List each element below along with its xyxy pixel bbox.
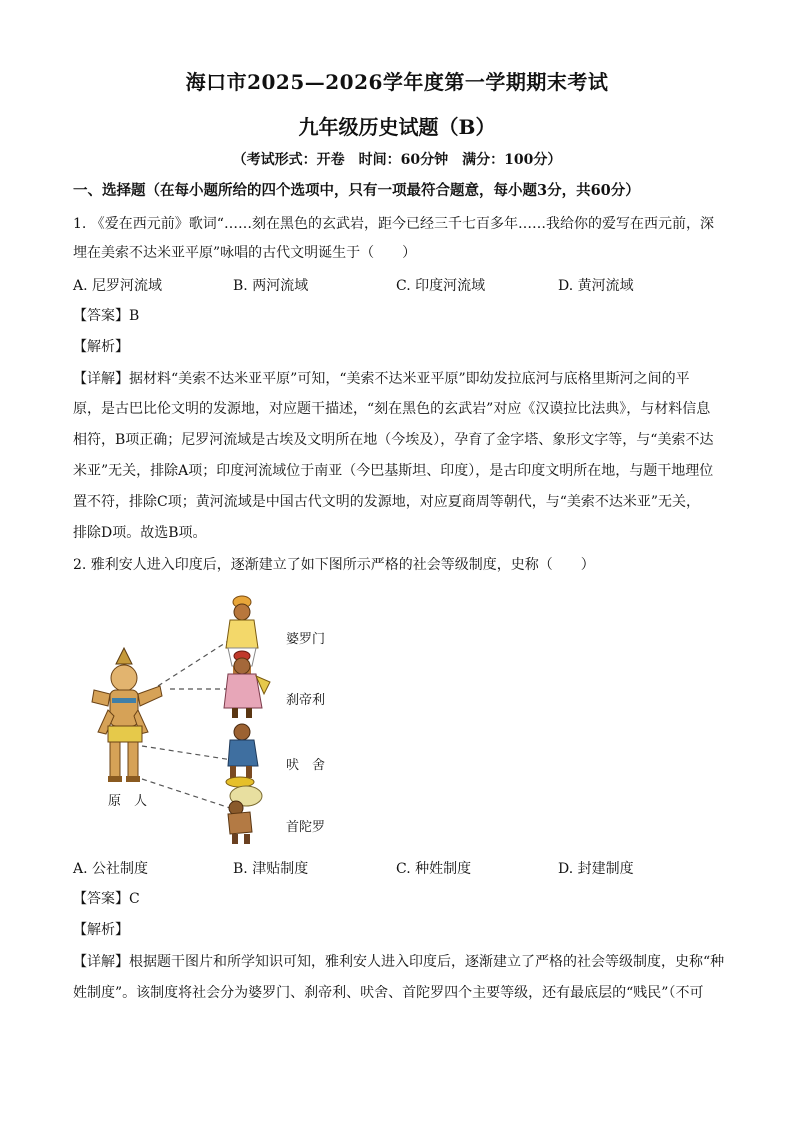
q1-detail-line: 米亚”无关，排除A项；印度河流域位于南亚（今巴基斯坦、印度），是古印度文明所在地，与题干地理位: [73, 463, 714, 479]
purusha-figure: [92, 648, 162, 782]
q1-option-c[interactable]: C. 印度河流域: [396, 278, 486, 294]
q2-option-d[interactable]: D. 封建制度: [558, 861, 634, 877]
exam-info: （考试形式：开卷 时间：60分钟 满分：100分）: [232, 152, 562, 168]
q1-analysis-label: 【解析】: [73, 339, 129, 355]
caste-label-brahmin: 婆罗门: [286, 632, 326, 647]
q1-answer: 【答案】B: [73, 308, 140, 324]
q1-detail-line: 排除D项。故选B项。: [73, 525, 207, 541]
connector-shudra: [142, 779, 230, 808]
q2-stem: 2. 雅利安人进入印度后，逐渐建立了如下图所示严格的社会等级制度，史称（ ）: [73, 557, 595, 573]
caste-label-shudra: 首陀罗: [286, 820, 326, 835]
q1-option-b[interactable]: B. 两河流域: [233, 278, 309, 294]
q1-detail-line: 原，是古巴比伦文明的发源地，对应题干描述，“刻在黑色的玄武岩”对应《汉谟拉比法典》，与材料信息: [73, 401, 711, 417]
q1-stem-line1: 1. 《爱在西元前》歌词“……刻在黑色的玄武岩，距今已经三千七百多年……我给你的爱写在西元前，深: [73, 216, 714, 232]
q1-detail-line: 相符，B项正确；尼罗河流域是古埃及文明所在地（今埃及），孕育了金字塔、象形文字等，与“美索不达: [73, 432, 714, 448]
q1-detail-line: 【详解】据材料“美索不达米亚平原”可知，“美索不达米亚平原”即幼发拉底河与底格里斯河之间的平: [73, 371, 690, 387]
q2-option-c[interactable]: C. 种姓制度: [396, 861, 472, 877]
q1-stem-line2: 埋在美索不达米亚平原”咏唱的古代文明诞生于（ ）: [73, 245, 417, 261]
q2-option-a[interactable]: A. 公社制度: [73, 861, 149, 877]
q2-options: [73, 858, 725, 878]
exam-subtitle: 九年级历史试题（B）: [298, 115, 496, 139]
q2-option-b[interactable]: B. 津贴制度: [233, 861, 309, 877]
section-heading: 一、选择题（在每小题所给的四个选项中，只有一项最符合题意，每小题3分，共60分）: [73, 182, 640, 199]
caste-figure: [86, 586, 346, 846]
center-figure-label: 原 人: [108, 794, 148, 809]
caste-label-vaishya: 吠 舍: [286, 758, 326, 773]
q2-answer: 【答案】C: [73, 891, 140, 907]
q2-analysis-label: 【解析】: [73, 922, 129, 938]
vaishya-figure: [226, 724, 258, 787]
q1-option-a[interactable]: A. 尼罗河流域: [73, 278, 163, 294]
q1-option-d[interactable]: D. 黄河流域: [558, 278, 634, 294]
q2-detail-line: 姓制度”。该制度将社会分为婆罗门、刹帝利、吠舍、首陀罗四个主要等级，还有最底层的“贱民”（不可: [73, 985, 704, 1001]
q2-detail-line: 【详解】根据题干图片和所学知识可知，雅利安人进入印度后，逐渐建立了严格的社会等级制度，史称“种: [73, 954, 725, 970]
shudra-figure: [228, 786, 262, 844]
caste-label-kshatriya: 刹帝利: [286, 693, 326, 708]
connector-vaishya: [142, 746, 232, 760]
exam-title: 海口市2025—2026学年度第一学期期末考试: [185, 70, 609, 94]
connector-brahmin: [158, 636, 236, 686]
q1-detail-line: 置不符，排除C项；黄河流域是中国古代文明的发源地，对应夏商周等朝代，与“美索不达米亚”无关，: [73, 494, 701, 510]
q1-options: [73, 275, 725, 295]
